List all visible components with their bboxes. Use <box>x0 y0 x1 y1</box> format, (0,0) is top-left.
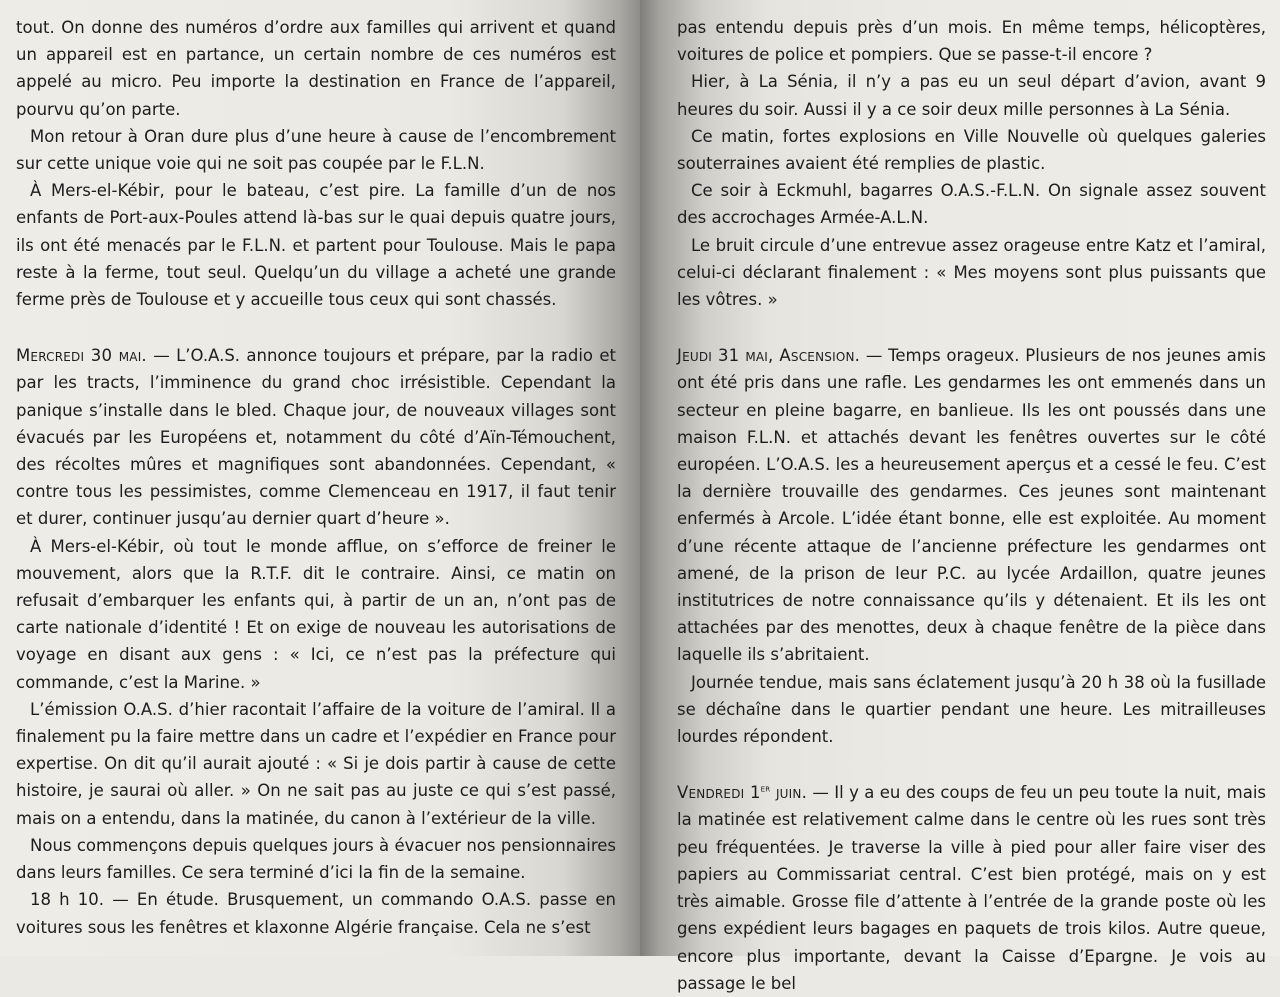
paragraph: Journée tendue, mais sans éclatement jusqu’à 20 h 38 où la fusillade se déchaîne dans le quartier pendant une heure. Les mitrailleuses lourdes répondent. <box>677 672 1266 747</box>
left-page <box>0 0 640 956</box>
entry-date-heading: Jeudi 31 mai, Ascension. <box>677 346 861 366</box>
paragraph: 18 h 10. — En étude. Brusquement, un commando O.A.S. passe en voitures sous les fenêtres et klaxonne Algérie française. Cela ne s’est <box>16 890 616 937</box>
entry-date-heading <box>677 783 807 802</box>
entry-text: — L’O.A.S. annonce toujours et prépare, par la radio et par les tracts, l’imminence du grand choc irrésistible. Cependant la panique s’installe dans le bled. Chaque jour, de nouveaux villages sont évacués par les Européens et, notamment du côté d’Aïn-Témouchent, des récoltes mûres et magnifiques sont abandonnées. Cependant, « contre tous les pessimistes, comme Clemenceau en 1917, il faut tenir et durer, continuer jusqu’au dernier quart d’heure ». <box>16 346 616 529</box>
entry-text: — Il y a eu des coups de feu un peu toute la nuit, mais la matinée est relativement calme dans le centre où les rues sont très peu fréquentées. Je traverse la ville à pied pour aller faire viser des papiers au Commissariat central. C’est bien protégé, mais on y est très aimable. Grosse file d’attente à l’entrée de la grande poste où les gens expédient leurs bagages en paquets de trois kilos. Autre queue, encore plus importante, devant la Caisse d’Epargne. Je vois au passage le bel <box>677 783 1267 993</box>
paragraph: Nous commençons depuis quelques jours à évacuer nos pensionnaires dans leurs familles. Ce sera terminé d’ici la fin de la semaine. <box>16 835 616 883</box>
paragraph: À Mers-el-Kébir, où tout le monde afflue, on s’efforce de freiner le mouvement, alors que la R.T.F. dit le contraire. Ainsi, ce matin on refusait d’embarquer les enfants qui, à partir de un an, n’ont pas de carte nationale d’identité ! Et on exige de nouveau les autorisations de voyage en disant aux gens : « Ici, ce n’est pas la préfecture qui commande, c’est la Marine. » <box>16 536 616 692</box>
entry-text: — Temps orageux. Plusieurs de nos jeunes amis ont été pris dans une rafle. Les gendarmes les ont emmenés dans un secteur en pleine bagarre, en banlieue. Ils les ont poussés dans une maison F.L.N. et attachés devant les fenêtres ouvertes sur le côté européen. L’O.A.S. les a heureusement aperçus et a cessé le feu. C’est la dernière trouvaille des gendarmes. Ces jeunes sont maintenant enfermés à Arcole. L’idée étant bonne, elle est exploitée. Au moment d’une récente attaque de l’ancienne préfecture les gendarmes ont amené, de la prison de leur P.C. au lycée Ardaillon, quatre jeunes institutrices de notre connaissance qu’ils y détenaient. Et ils les ont attachées par des menottes, deux à chaque fenêtre de la pièce dans laquelle ils s’abritaient. <box>677 346 1266 665</box>
entry-date-heading: Mercredi 30 mai. <box>16 346 147 366</box>
paragraph: pas entendu depuis près d’un mois. En même temps, hélicoptères, voitures de police et pompiers. Que se passe-t-il encore ? <box>677 18 1266 65</box>
entry-date-heading-month: juin. <box>770 783 808 803</box>
paragraph: Ce soir à Eckmuhl, bagarres O.A.S.-F.L.N. On signale assez souvent des accrochages Armée-A.L.N. <box>677 181 1266 228</box>
right-page <box>640 0 1280 993</box>
paragraph: Le bruit circule d’une entrevue assez orageuse entre Katz et l’amiral, celui-ci déclarant finalement : « Mes moyens sont plus puissants que les vôtres. » <box>677 235 1266 310</box>
paragraph: L’émission O.A.S. d’hier racontait l’affaire de la voiture de l’amiral. Il a finalement pu la faire mettre dans un cadre et l’expédier en France pour expertise. On dit qu’il aurait ajouté : « Si je dois partir à cause de cette histoire, je saurai où aller. » On ne sait pas au juste ce qui s’est passé, mais on a entendu, dans la matinée, du canon à l’extérieur de la ville. <box>16 699 616 828</box>
ordinal-superscript: er <box>760 783 771 795</box>
diary-entry-paragraph <box>16 342 616 532</box>
diary-entry-paragraph <box>677 342 1266 668</box>
entry-date-heading-day: Vendredi 1 <box>677 783 761 803</box>
diary-entry-paragraph <box>677 779 1266 997</box>
paragraph: Hier, à La Sénia, il n’y a pas eu un seul départ d’avion, avant 9 heures du soir. Aussi il y a ce soir deux mille personnes à La Sénia. <box>677 72 1266 119</box>
paragraph: Ce matin, fortes explosions en Ville Nouvelle où quelques galeries souterraines avaient été remplies de plastic. <box>677 126 1266 174</box>
paragraph: Mon retour à Oran dure plus d’une heure à cause de l’encombrement sur cette unique voie qui ne soit pas coupée par le F.L.N. <box>16 126 616 174</box>
paragraph: tout. On donne des numéros d’ordre aux familles qui arrivent et quand un appareil est en partance, un certain nombre de ces numéros est appelé au micro. Peu importe la destination en France de l’appareil, pourvu qu’on parte. <box>16 18 616 119</box>
paragraph: À Mers-el-Kébir, pour le bateau, c’est pire. La famille d’un de nos enfants de Port-aux-Poules attend là-bas sur le quai depuis quatre jours, ils ont été menacés par le F.L.N. et partent pour Toulouse. Mais le papa reste à la ferme, tout seul. Quelqu’un du village a acheté une grande ferme près de Toulouse et y accueille tous ceux qui sont chassés. <box>16 181 616 310</box>
